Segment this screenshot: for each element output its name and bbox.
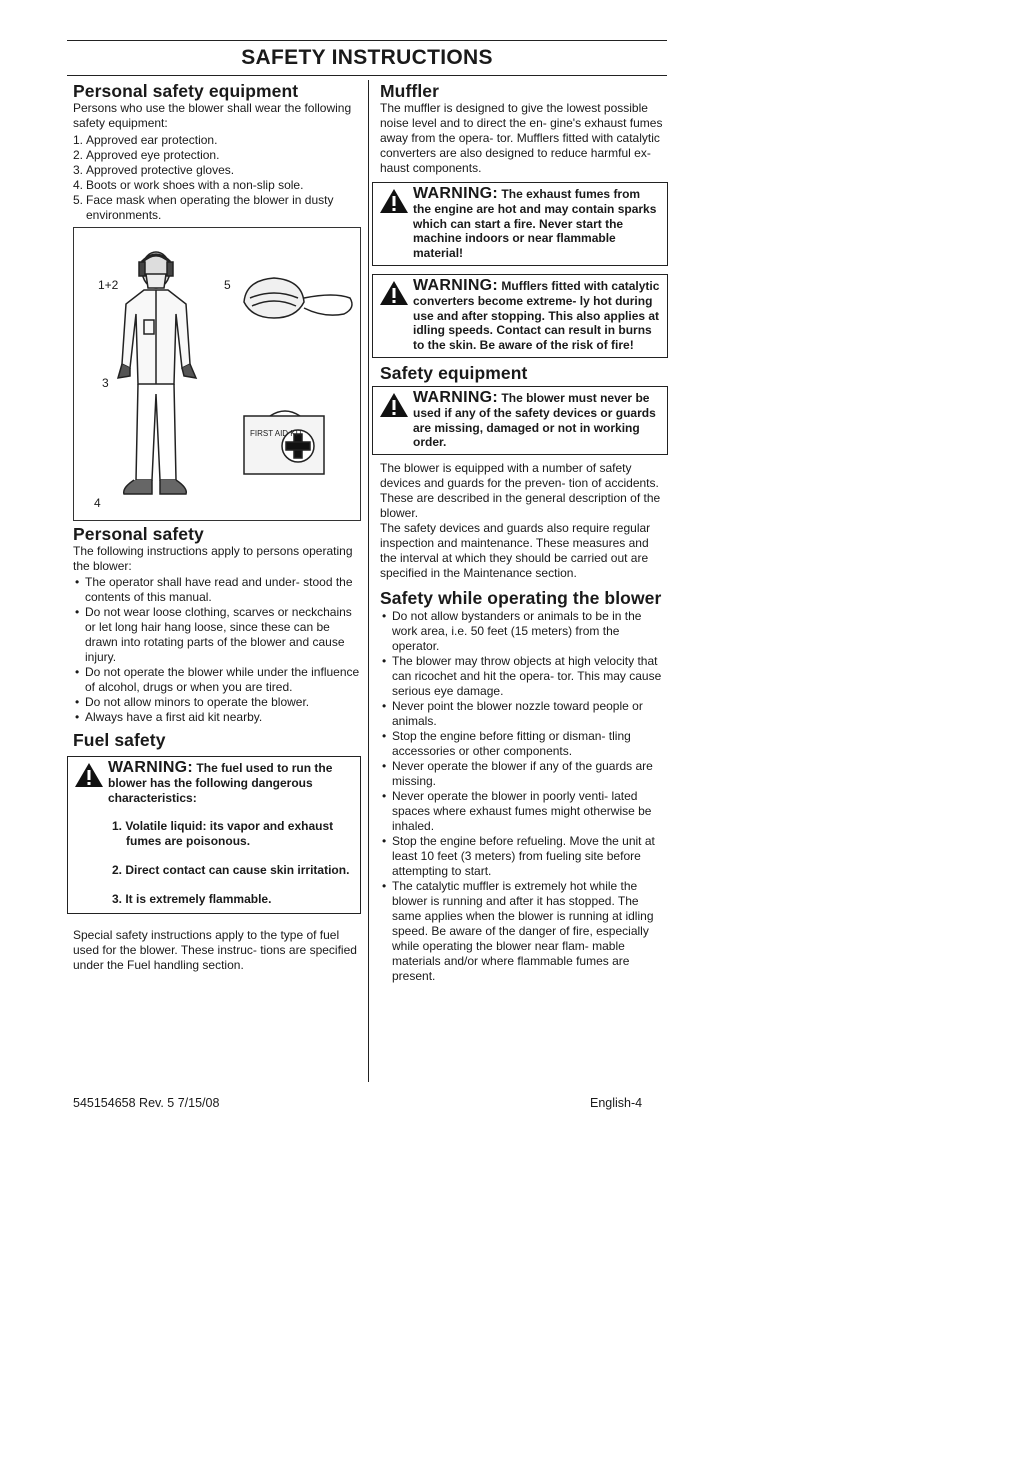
guards-warning-box (372, 386, 668, 455)
list-item: 1. Approved ear protection. (73, 133, 218, 147)
list-item: • Do not operate the blower while under the influence of alcohol, drugs or when you are tired. (73, 665, 361, 695)
list-item: • Stop the engine before refueling. Move the unit at least 10 feet (3 meters) from fueling site before attempting to start. (380, 834, 668, 879)
operating-safety-section (380, 589, 668, 984)
fuel-safety-section (73, 731, 361, 973)
left-column (73, 82, 361, 973)
section-heading: Safety equipment (380, 362, 528, 383)
list-item: • Never operate the blower if any of the guards are missing. (380, 759, 668, 789)
column-divider (368, 80, 369, 1082)
warning-title: WARNING: (108, 759, 194, 776)
list-item: • Do not wear loose clothing, scarves or neckchains or let long hair hang loose, since these can be drawn into rotating parts of the blower and cause injury. (73, 605, 361, 665)
figure-label-5: 5 (224, 278, 231, 292)
safety-equipment-illustration (73, 227, 361, 521)
first-aid-kit-text: FIRST AID KIT (250, 429, 303, 438)
document-id: 545154658 Rev. 5 7/15/08 (73, 1096, 220, 1110)
warning-list (108, 805, 354, 909)
list-item: 3. Approved protective gloves. (73, 163, 235, 177)
warning-icon (379, 280, 409, 306)
warning-title: WARNING: (413, 276, 499, 294)
warning-item: 2. Direct contact can cause skin irritation. (112, 863, 350, 878)
top-rule (67, 40, 667, 41)
list-item: • Stop the engine before fitting or disman- tling accessories or other components. (380, 729, 668, 759)
warning-icon (379, 188, 409, 214)
safety-equipment-text: The blower is equipped with a number of safety devices and guards for the preven- tion of accidents. These are described in the general description of the blower. (380, 461, 661, 521)
safety-equipment-section (380, 364, 668, 581)
page-title: SAFETY INSTRUCTIONS (241, 46, 493, 69)
exhaust-warning-box (372, 182, 668, 266)
list-item: • Do not allow bystanders or animals to be in the work area, i.e. 50 feet (15 meters) from the operator. (380, 609, 668, 654)
list-item: 2. Approved eye protection. (73, 148, 220, 162)
section-heading: Muffler (380, 81, 440, 101)
section-intro: The following instructions apply to persons operating the blower: (73, 544, 353, 573)
warning-title: WARNING: (413, 185, 499, 202)
list-item: • The catalytic muffler is extremely hot while the blower is running and after it has stopped. The same applies when the blower is running at idling speed. Be aware of the danger of fire, especially while operating the blower near flam- mable materials and/or where flammable fumes are present. (380, 879, 668, 984)
personal-safety-list (73, 575, 361, 725)
right-column (380, 82, 668, 984)
title-rule (67, 75, 667, 76)
list-item: • Never point the blower nozzle toward people or animals. (380, 699, 668, 729)
safety-equipment-text: The safety devices and guards also require regular inspection and maintenance. These measures and the interval at which they should be carried out are specified in the Maintenance section. (380, 521, 651, 581)
muffler-text: The muffler is designed to give the lowest possible noise level and to direct the en- gine's exhaust fumes away from the opera- tor. Mufflers fitted with catalytic converters are also designed to reduce harmful ex- haust components. (380, 101, 663, 175)
face-mask-icon (234, 268, 358, 328)
operating-safety-list (380, 609, 668, 984)
warning-icon (74, 762, 104, 788)
warning-text: The exhaust fumes from the engine are hot and may contain sparks which can start a fire. Never start the machine indoors or near flammable material! (413, 187, 657, 261)
list-item: 5. Face mask when operating the blower in dusty environments. (73, 193, 334, 222)
warning-text: The fuel used to run the blower has the following dangerous characteristics: (108, 761, 333, 805)
warning-item: 1. Volatile liquid: its vapor and exhaust fumes are poisonous. (112, 819, 334, 849)
fuel-safety-text: Special safety instructions apply to the type of fuel used for the blower. These instruc- tions are specified under the Fuel handling section. (73, 928, 357, 973)
figure-label-3: 3 (102, 376, 109, 390)
list-item: 4. Boots or work shoes with a non-slip sole. (73, 178, 304, 192)
list-item: • The blower may throw objects at high velocity that can ricochet and hit the opera- tor. This may cause serious eye damage. (380, 654, 668, 699)
personal-safety-section (73, 525, 361, 725)
page-number: English-4 (590, 1096, 643, 1110)
list-item: • Never operate the blower in poorly venti- lated spaces where exhaust fumes might otherwise be inhaled. (380, 789, 668, 834)
list-item: • The operator shall have read and under- stood the contents of this manual. (73, 575, 361, 605)
personal-safety-equipment-section (73, 82, 361, 223)
section-heading: Personal safety equipment (73, 81, 299, 101)
fuel-warning-box (67, 756, 361, 914)
warning-title: WARNING: (413, 388, 499, 406)
section-heading: Personal safety (73, 524, 204, 544)
first-aid-kit-icon (240, 406, 330, 486)
catalytic-warning-box (372, 274, 668, 358)
section-heading: Fuel safety (73, 730, 166, 750)
list-item: • Do not allow minors to operate the blower. (73, 695, 361, 710)
figure-label-1-2: 1+2 (98, 278, 119, 292)
section-intro: Persons who use the blower shall wear the following safety equipment: (73, 101, 352, 130)
figure-label-4: 4 (94, 496, 101, 510)
list-item: • Always have a first aid kit nearby. (73, 710, 361, 725)
warning-icon (379, 392, 409, 418)
warning-text: The blower must never be used if any of the safety devices or guards are missing, damaged or not in working order. (413, 390, 656, 450)
section-heading: Safety while operating the blower (380, 588, 662, 609)
operator-figure-icon (104, 244, 214, 516)
equipment-list (73, 133, 361, 223)
warning-text: Mufflers fitted with catalytic converters become extreme- ly hot during use and after stopping. This also applies at idling speeds. Contact can result in burns to the skin. Be aware of the risk of fire! (413, 278, 660, 353)
muffler-section (380, 82, 668, 358)
warning-item: 3. It is extremely flammable. (112, 892, 272, 907)
